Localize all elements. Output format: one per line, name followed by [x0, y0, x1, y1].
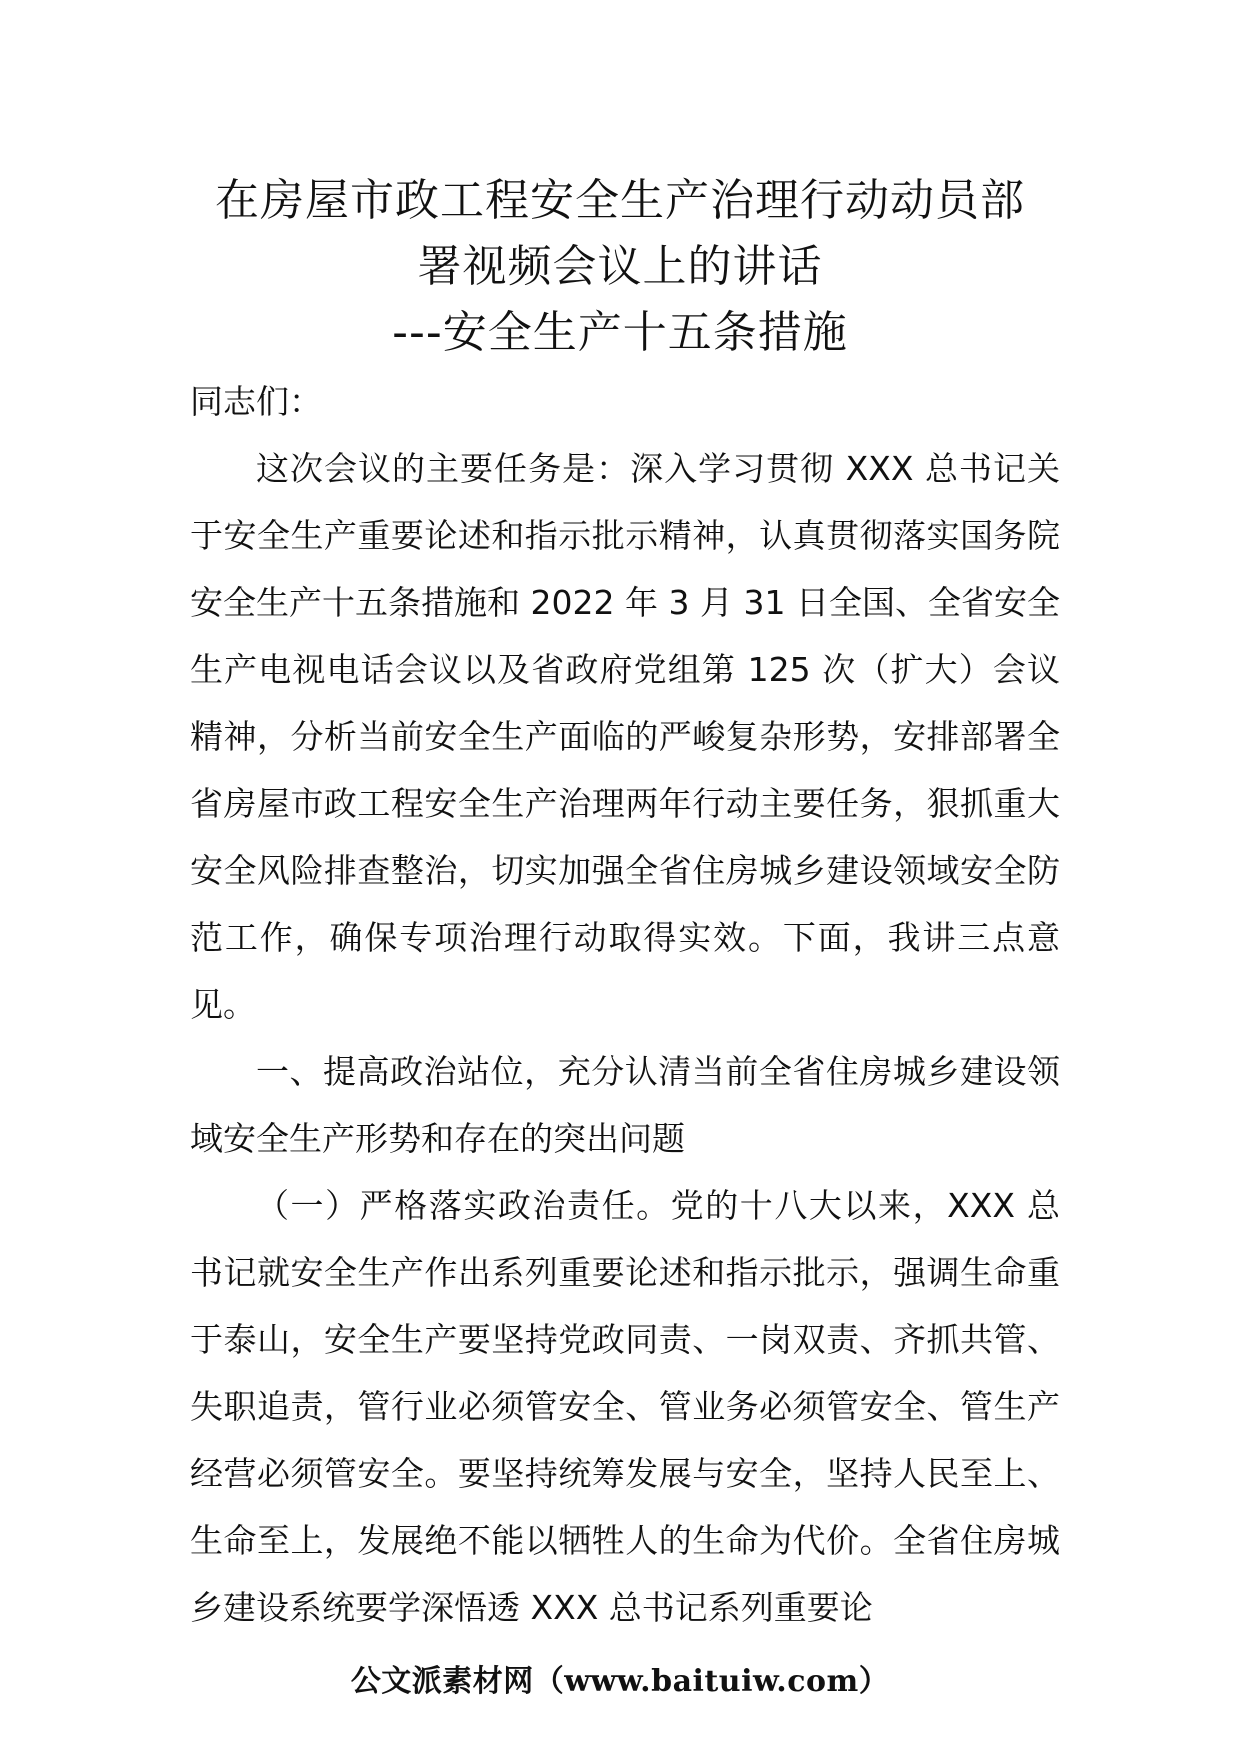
salutation: 同志们：	[190, 382, 322, 421]
title-line-3: ---安全生产十五条措施	[392, 307, 848, 358]
section-heading-1: 一、提高政治站位，充分认清当前全省住房城乡建设领域安全生产形势和存在的突出问题	[190, 1052, 1060, 1158]
title-line-1: 在房屋市政工程安全生产治理行动动员部	[215, 175, 1025, 226]
paragraph-intro: 这次会议的主要任务是：深入学习贯彻 XXX 总书记关于安全生产重要论述和指示批示精神，认真贯彻落实国务院安全生产十五条措施和 2022 年 3 月 31 日全国、全省安全生产电视电话会议以及省政府党组第 125 次（扩大）会议精神，分析当前安全生产面临的严峻复杂形势，安排部署全省房屋市政工程安全生产治理两年行动主要任务，狠抓重大安全风险排查整治，切实加强全省住房城乡建设领域安全防范工作，确保专项治理行动取得实效。下面，我讲三点意见。	[190, 449, 1060, 1024]
paragraph-section-1-1: （一）严格落实政治责任。党的十八大以来，XXX 总书记就安全生产作出系列重要论述和指示批示，强调生命重于泰山，安全生产要坚持党政同责、一岗双责、齐抓共管、失职追责，管行业必须管安全、管业务必须管安全、管生产经营必须管安全。要坚持统筹发展与安全，坚持人民至上、生命至上，发展绝不能以牺牲人的生命为代价。全省住房城乡建设系统要学深悟透 XXX 总书记系列重要论	[190, 1186, 1060, 1627]
title-line-2: 署视频会议上的讲话	[417, 241, 823, 292]
document-title	[150, 168, 1090, 366]
footer-watermark: 公文派素材网（www.baituiw.com）	[350, 1664, 890, 1699]
document-body	[190, 368, 1060, 1641]
